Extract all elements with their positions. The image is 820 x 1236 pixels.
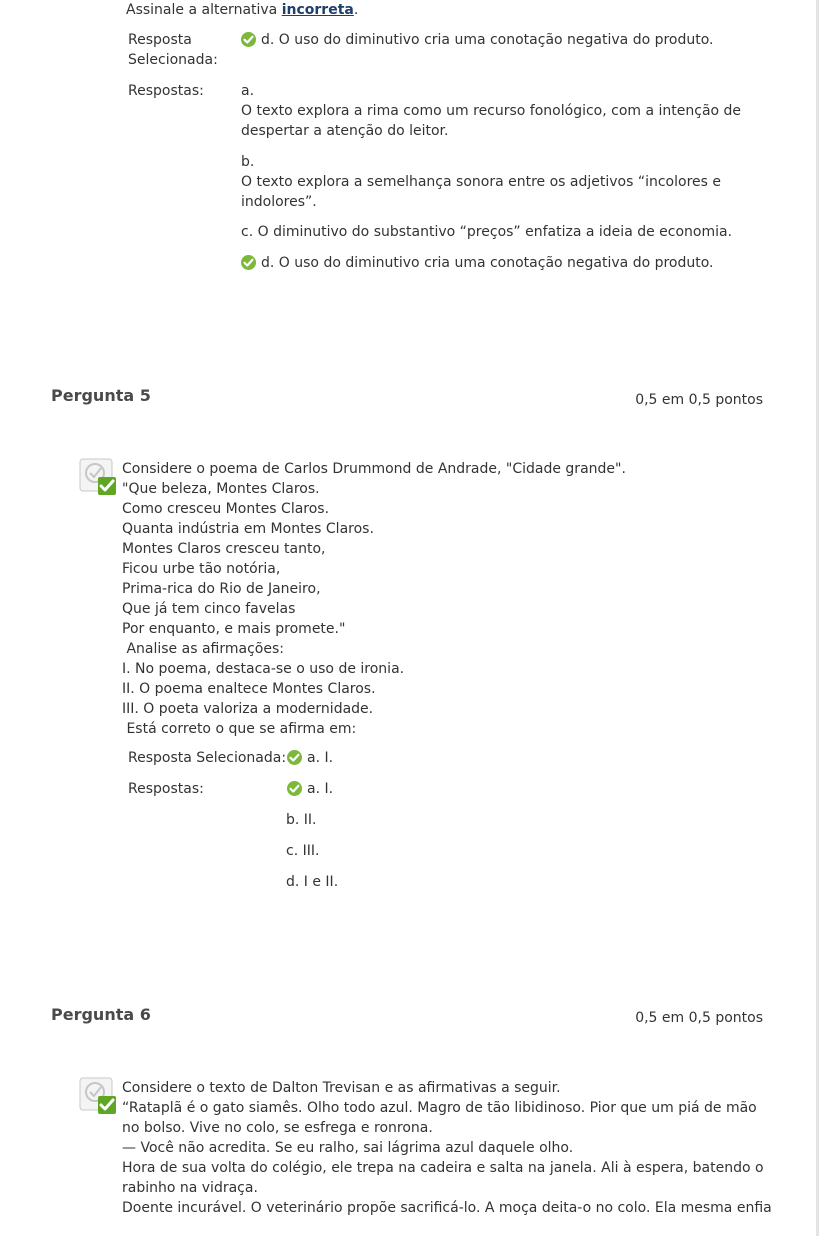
- correct-check-icon: [241, 255, 256, 270]
- answer-text: O texto explora a semelhança sonora entre os adjetivos “incolores e: [241, 174, 721, 190]
- answer-option-a: [241, 81, 741, 141]
- answers-label: Respostas:: [128, 781, 204, 797]
- selected-answer: [287, 748, 333, 768]
- question-text: [122, 1078, 772, 1218]
- selected-answer-text: a. I.: [307, 750, 334, 766]
- question-score: 0,5 em 0,5 pontos: [635, 392, 763, 408]
- correct-check-icon: [241, 32, 256, 47]
- instruction-suffix: .: [353, 2, 359, 18]
- question-line: Como cresceu Montes Claros.: [122, 501, 330, 517]
- answer-letter: b.: [241, 154, 255, 170]
- scrollbar-track[interactable]: [816, 0, 819, 1236]
- question-line: Quanta indústria em Montes Claros.: [122, 521, 374, 537]
- question-line: rabinho na vidraça.: [122, 1180, 258, 1196]
- question-line: Prima-rica do Rio de Janeiro,: [122, 581, 321, 597]
- question-line: no bolso. Vive no colo, se esfrega e ronrona.: [122, 1120, 433, 1136]
- answer-option-d: [241, 253, 714, 273]
- selected-answer-text: d. O uso do diminutivo cria uma conotação negativa do produto.: [261, 32, 714, 48]
- question-line: I. No poema, destaca-se o uso de ironia.: [122, 661, 405, 677]
- question-instruction: [126, 0, 358, 20]
- answer-option-a: [287, 779, 333, 799]
- question-line: Hora de sua volta do colégio, ele trepa na cadeira e salta na janela. Ali à espera, batendo o: [122, 1160, 764, 1176]
- question-line: Analise as afirmações:: [122, 641, 284, 657]
- question-line: Montes Claros cresceu tanto,: [122, 541, 326, 557]
- question-line: Considere o poema de Carlos Drummond de Andrade, "Cidade grande".: [122, 461, 626, 477]
- question-score: 0,5 em 0,5 pontos: [635, 1010, 763, 1026]
- question-graded-icon: [79, 458, 117, 496]
- answer-option-c: c. III.: [286, 843, 320, 859]
- correct-check-icon: [287, 781, 302, 796]
- question-line: Considere o texto de Dalton Trevisan e as afirmativas a seguir.: [122, 1080, 561, 1096]
- question-title: Pergunta 5: [51, 386, 151, 405]
- selected-answer-label: [128, 30, 218, 70]
- selected-label-line1: Resposta: [128, 32, 192, 48]
- question-line: III. O poeta valoriza a modernidade.: [122, 701, 374, 717]
- question-line: Está correto o que se afirma em:: [122, 721, 357, 737]
- answer-text: O texto explora a rima como um recurso fonológico, com a intenção de: [241, 103, 742, 119]
- answer-letter: a.: [241, 83, 255, 99]
- answer-text: a. I.: [307, 781, 334, 797]
- question-line: Doente incurável. O veterinário propõe sacrificá-lo. A moça deita-o no colo. Ela mesma enfia: [122, 1200, 772, 1216]
- question-line: Por enquanto, e mais promete.": [122, 621, 346, 637]
- answer-option-b: b. II.: [286, 812, 317, 828]
- question-title: Pergunta 6: [51, 1005, 151, 1024]
- correct-check-icon: [287, 750, 302, 765]
- answer-text: indolores”.: [241, 194, 317, 210]
- answer-option-c: c. O diminutivo do substantivo “preços” enfatiza a ideia de economia.: [241, 224, 733, 240]
- instruction-emphasis: incorreta: [281, 2, 354, 18]
- question-line: II. O poema enaltece Montes Claros.: [122, 681, 376, 697]
- question-line: Que já tem cinco favelas: [122, 601, 296, 617]
- instruction-text: Assinale a alternativa: [126, 2, 282, 18]
- answer-text: d. O uso do diminutivo cria uma conotação negativa do produto.: [261, 255, 714, 271]
- answers-label: Respostas:: [128, 83, 204, 99]
- question-line: Ficou urbe tão notória,: [122, 561, 281, 577]
- question-line: “Rataplã é o gato siamês. Olho todo azul. Magro de tão libidinoso. Pior que um piá de mão: [122, 1100, 757, 1116]
- question-line: — Você não acredita. Se eu ralho, sai lágrima azul daquele olho.: [122, 1140, 574, 1156]
- answer-text: despertar a atenção do leitor.: [241, 123, 449, 139]
- question-graded-icon: [79, 1077, 117, 1115]
- selected-answer-label: Resposta Selecionada:: [128, 750, 287, 766]
- selected-label-line2: Selecionada:: [128, 52, 218, 68]
- answer-option-b: [241, 152, 721, 212]
- question-text: [122, 459, 762, 739]
- answer-option-d: d. I e II.: [286, 874, 339, 890]
- question-line: "Que beleza, Montes Claros.: [122, 481, 320, 497]
- selected-answer: [241, 30, 714, 50]
